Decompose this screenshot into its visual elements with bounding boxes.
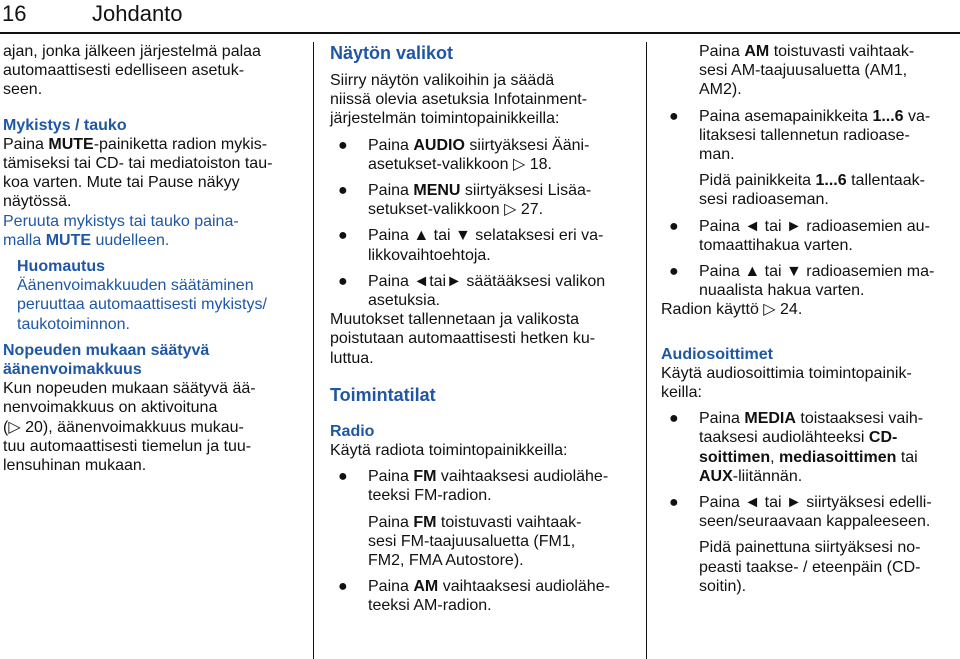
- menus-text: Siirry näytön valikoihin ja säädä niissä olevia asetuksia Infotainment- järjestelmän toimintopainikkeilla:: [330, 72, 588, 128]
- key-label: AUDIO: [413, 136, 465, 154]
- bullet-icon: ●: [669, 494, 679, 512]
- list-item: [330, 181, 630, 219]
- text-run: tai: [900, 448, 918, 466]
- radio-heading: Radio: [330, 422, 375, 440]
- text-run: Paina: [368, 468, 414, 486]
- text-run: Paina ◄tai► säätääksesi valikon asetuksia.: [368, 272, 606, 310]
- bullet-icon: ●: [338, 272, 348, 290]
- modes-heading: Toimintatilat: [330, 384, 436, 405]
- text-run: Paina asemapainikkeita: [699, 107, 873, 125]
- bullet-icon: ●: [338, 227, 348, 245]
- menus-heading: Näytön valikot: [330, 43, 454, 63]
- note-heading: Huomautus: [17, 258, 105, 276]
- text-run: Paina ◄ tai ► radioasemien au- tomaattihakua varten.: [699, 217, 930, 254]
- key-label: MENU: [413, 182, 461, 200]
- text-run: Paina: [368, 578, 414, 596]
- fast-text: Pidä painettuna siirtyäksesi no- peasti taakse- / eteenpäin (CD- soitin).: [699, 539, 921, 595]
- key-label: FM: [413, 468, 437, 486]
- text-run: Paina: [368, 136, 414, 154]
- list-item: [661, 217, 960, 255]
- list-item: [661, 493, 960, 531]
- bullet-icon: ●: [669, 107, 679, 125]
- header-rule: [0, 32, 960, 34]
- key-label: mediasoittimen: [779, 448, 897, 466]
- key-label: MUTE: [45, 231, 92, 249]
- cancel-text: [3, 212, 303, 250]
- text-run: siirtyäksesi Ääni- asetukset-valikkoon ▷ 18.: [368, 136, 590, 173]
- list-item: [661, 262, 960, 300]
- am-repeat-text: [661, 42, 960, 100]
- radio-reference: Radion käyttö ▷ 24.: [661, 301, 803, 319]
- text-run: -liitännän.: [732, 467, 803, 485]
- bullet-icon: ●: [669, 410, 679, 428]
- key-label: MEDIA: [744, 410, 796, 428]
- intro-text: ajan, jonka jälkeen järjestelmä palaa automaattisesti edelliseen asetuk- seen.: [3, 43, 261, 99]
- hold-text: [661, 171, 960, 209]
- key-label: 1...6: [872, 107, 904, 125]
- text-run: Paina: [699, 410, 745, 428]
- text-run: Paina ▲ tai ▼ radioasemien ma- nuaalista hakua varten.: [699, 263, 935, 300]
- column-1: [3, 42, 303, 475]
- text-run: vaihtaaksesi audiolähe- teeksi FM-radion.: [368, 468, 609, 505]
- bullet-icon: ●: [669, 263, 679, 281]
- text-run: toistaaksesi vaih- taaksesi audiolähteeksi: [699, 410, 924, 447]
- bullet-icon: ●: [338, 578, 348, 596]
- text-run: Paina: [368, 513, 414, 531]
- speed-heading: Nopeuden mukaan säätyvä äänenvoimakkuus: [3, 341, 210, 379]
- note-box: [3, 257, 303, 334]
- key-label: AM: [413, 578, 439, 596]
- bullet-icon: ●: [338, 182, 348, 200]
- bullet-icon: ●: [338, 468, 348, 486]
- text-run: Paina ▲ tai ▼ selataksesi eri va- likkovaihtoehtoja.: [368, 227, 604, 264]
- note-text: Äänenvoimakkuuden säätäminen peruuttaa automaattisesti mykistys/ taukotoiminnon.: [17, 277, 267, 333]
- list-item: [661, 107, 960, 165]
- text-run: -painiketta radion mykis- tämiseksi tai CD- tai mediatoiston tau- koa varten. Mute tai Pause näkyy näytössä.: [3, 135, 273, 211]
- text-run: tallentaak- sesi radioaseman.: [699, 172, 925, 209]
- text-run: Paina: [699, 43, 745, 60]
- text-run: ,: [770, 448, 780, 466]
- mute-text: [3, 135, 303, 212]
- chapter-title: Johdanto: [92, 1, 183, 26]
- list-item: [661, 409, 960, 486]
- list-item: [330, 136, 630, 174]
- text-run: toistuvasti vaihtaak- sesi FM-taajuusaluetta (FM1, FM2, FMA Autostore).: [368, 513, 582, 570]
- speed-text: Kun nopeuden mukaan säätyvä ää- nenvoimakkuus on aktivoituna (▷ 20), äänenvoimakkuus mukau- tuu automaattisesti tiemelun ja tuu- lensuhinan mukaan.: [3, 380, 256, 475]
- text-run: Paina ◄ tai ► siirtyäksesi edelli- seen/seuraavaan kappaleeseen.: [699, 494, 932, 531]
- key-label: 1...6: [815, 172, 847, 190]
- list-item: [330, 467, 630, 505]
- column-3: [661, 42, 960, 596]
- text-run: Paina: [368, 182, 414, 200]
- radio-text: Käytä radiota toimintopainikkeilla:: [330, 442, 568, 460]
- text-run: uudelleen.: [91, 231, 170, 249]
- text-run: Peruuta mykistys tai tauko paina- malla: [3, 212, 239, 249]
- text-run: va- litaksesi tallennetun radioase- man.: [699, 107, 931, 164]
- text-run: siirtyäksesi Lisäa- setukset-valikkoon ▷ 27.: [368, 182, 592, 219]
- list-item: [330, 577, 630, 615]
- audio-text: Käytä audiosoittimia toimintopainik- keilla:: [661, 364, 912, 402]
- list-item: [330, 272, 630, 310]
- column-divider: [646, 42, 647, 659]
- bullet-icon: ●: [338, 136, 348, 154]
- save-text: Muutokset tallennetaan ja valikosta poistutaan automaattisesti hetken ku- luttua.: [330, 311, 596, 367]
- column-divider: [313, 42, 314, 659]
- key-label: MUTE: [48, 135, 94, 153]
- column-2: [330, 42, 630, 616]
- key-label: AM: [744, 43, 770, 60]
- page-header: [0, 0, 960, 32]
- text-run: Pidä painikkeita: [699, 172, 816, 190]
- key-label: FM: [413, 513, 437, 531]
- bullet-icon: ●: [669, 217, 679, 235]
- list-item: [330, 226, 630, 264]
- fm-repeat-text: [330, 513, 630, 571]
- text-run: toistuvasti vaihtaak- sesi AM-taajuusaluetta (AM1, AM2).: [699, 43, 915, 99]
- key-label: CD- soittimen: [699, 429, 898, 466]
- text-run: vaihtaaksesi audiolähe- teeksi AM-radion.: [368, 578, 610, 615]
- text-run: Paina: [3, 135, 49, 153]
- key-label: AUX: [699, 467, 733, 485]
- page-number: 16: [2, 1, 27, 26]
- mute-heading: Mykistys / tauko: [3, 116, 127, 134]
- audio-heading: Audiosoittimet: [661, 345, 773, 363]
